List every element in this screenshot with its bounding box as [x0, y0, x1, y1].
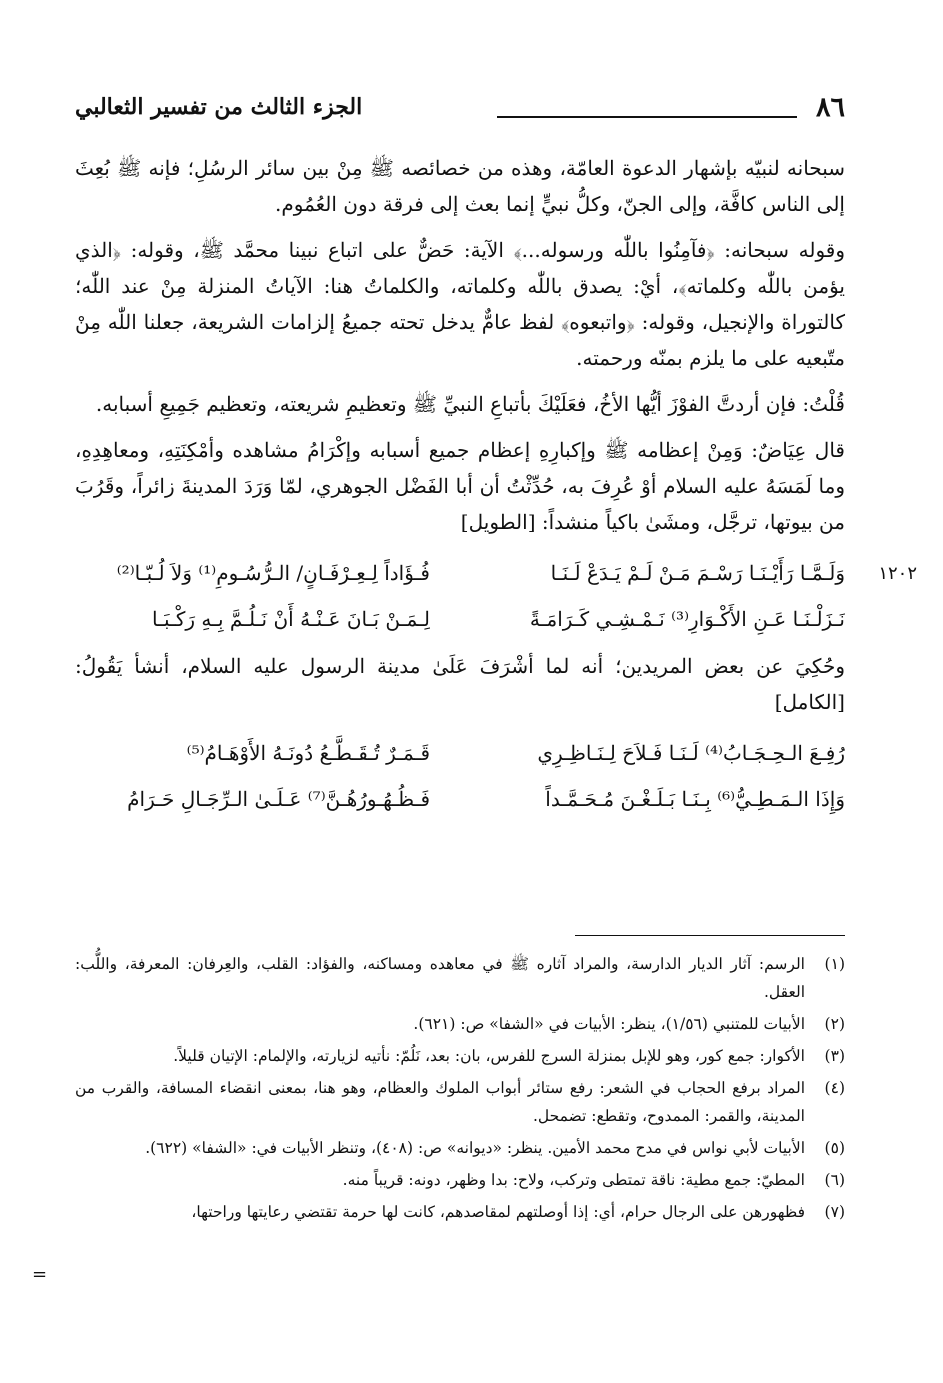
footnote-number: (١)	[824, 955, 845, 973]
footnote	[75, 1134, 845, 1162]
footnote	[75, 1074, 845, 1130]
page-number: ٨٦	[815, 92, 845, 123]
footnote-separator	[575, 935, 845, 936]
footnotes	[75, 950, 845, 1230]
footnote-number: (٥)	[824, 1139, 845, 1157]
hemistich-second: قَـمَـرٌ تُـقَـطَّـعُ دُونَـهُ الأَوْهَـامُ⁽⁵⁾	[186, 741, 430, 765]
footnote-text: المطيّ: جمع مطية: ناقة تمتطى وتركب، ولاح: بدا وظهر، دونه: قريباً منه.	[342, 1171, 805, 1189]
main-text	[75, 150, 917, 822]
footnote-text: فظهورهن على الرجال حرام، أي: إذا أوصلتهم لمقاصدهم، كانت لها حرمة تقتضي رعايتها وراحتها،	[191, 1203, 805, 1221]
paragraph: قال عِيَاضٌ: وَمِنْ إعظامه ﷺ وإكبارِهِ إعظام جميع أسبابه وإكْرَامُ مشاهده وأمْكِنَتِهِ، ومعاهِدِهِ، وما لَمَسَهُ عليه السلام أوْ عُرِفَ به، حُدِّثْتُ أن أبا الفَضْل الجوهري، لمّا وَرَدَ المدينةَ زائراً، وقَرُبَ من بيوتها، ترجَّل، ومشَىٰ باكياً منشداً: [الطويل]	[75, 438, 845, 534]
footnote	[75, 1198, 845, 1226]
page-header	[75, 92, 845, 132]
footnote	[75, 1166, 845, 1194]
footnote-number: (٧)	[824, 1203, 845, 1221]
poem-taweel	[75, 550, 917, 642]
footnote	[75, 1042, 845, 1070]
footnote-number: (٦)	[824, 1171, 845, 1189]
footnote-number: (٣)	[824, 1047, 845, 1065]
hemistich-first: وَإِذَا الـمَـطِـيُّ⁽⁶⁾ بِـنَـا بَـلَـغْـنَ مُـحَـمَّـداً	[545, 787, 845, 811]
hemistich-first: رُفِـعَ الـحِـجَـابُ⁽⁴⁾ لَـنَـا فَـلاَحَ لِـنَـاظِـرِي	[537, 741, 845, 765]
paragraph: وقوله سبحانه: ﴿فآمِنُوا باللّٰه ورسوله...﴾ الآية: حَضٌّ على اتباع نبينا محمَّد ﷺ، وقوله: ﴿الذي يؤمن باللّٰه وكلماته﴾، أيْ: يصدق باللّٰه وكلماته، والكلماتُ هنا: الآياتُ المنزلة مِنْ عند اللّٰه؛ كالتوراة والإنجيل، وقوله: ﴿واتبعوه﴾ لفظ عامٌّ يدخل تحته جميعُ إلزامات الشريعة، جعلنا اللّٰه مِنْ متّبعيه على ما يلزم بمنّه ورحمته.	[75, 238, 845, 370]
verse	[75, 596, 845, 642]
footnote-text: المراد برفع الحجاب في الشعر: رفع ستائر أبواب الملوك والعظام، وهو هنا، بمعنى انقضاء المسافة، والقرب من المدينة، والقمر: الممدوح، وتقطع: تضمحل.	[75, 1079, 805, 1125]
verse	[75, 730, 845, 776]
hemistich-first: وَلَـمَّـا رَأَيْـنَـا رَسْـمَ مَـنْ لَـمْ يَـدَعْ لَـنَـا	[550, 561, 845, 585]
footnote-text: الأبيات للمتنبي (١/٥٦)، ينظر: الأبيات في «الشفا» ص: (٦٢١).	[413, 1015, 805, 1033]
header-rule	[497, 116, 797, 118]
footnote	[75, 1010, 845, 1038]
poem-kamil	[75, 730, 845, 822]
hemistich-second: فُـؤَاداً لِـعِـرْفَـانٍ/ الـرُّسُـومِ⁽¹⁾ وَلاَ لُـبّـا⁽²⁾	[116, 561, 430, 585]
footnote-text: الرسم: آثار الديار الدارسة، والمراد آثاره ﷺ في معاهده ومساكنه، والفؤاد: القلب، والعِرفان: المعرفة، واللُّب: العقل.	[75, 955, 805, 1001]
paragraph: سبحانه لنبيّه بإشهار الدعوة العامّة، وهذه من خصائصه ﷺ مِنْ بين سائر الرسُلِ؛ فإنه ﷺ بُعِثَ إلى الناس كافَّة، وإلى الجنّ، وكلُّ نبيٍّ إنما بعث إلى فرقة دون العُمُوم.	[75, 156, 845, 216]
running-title: الجزء الثالث من تفسير الثعالبي	[75, 94, 363, 120]
footnote-text: الأبيات لأبي نواس في مدح محمد الأمين. ينظر: «ديوانه» ص: (٤٠٨)، وتنظر الأبيات في: «الشفا» (٦٢٢).	[145, 1139, 805, 1157]
verse-number: ١٢٠٢	[878, 563, 917, 584]
hemistich-second: لِـمَـنْ بَـانَ عَـنْـهُ أَنْ نَـلُـمَّ بِـهِ رَكْـبَـا	[152, 607, 430, 631]
verse	[75, 550, 917, 596]
footnote	[75, 950, 845, 1006]
verse	[75, 776, 845, 822]
hemistich-second: فَـظُـهُـورُهُـنَّ⁽⁷⁾ عَـلَـىٰ الـرِّجَـالِ حَـرَامُ	[127, 787, 430, 811]
paragraph: وحُكِيَ عن بعض المريدين؛ أنه لما أشْرَفَ عَلَىٰ مدينة الرسول عليه السلام، أنشأ يَقُولُ: [الكامل]	[75, 654, 845, 714]
footnote-number: (٤)	[824, 1079, 845, 1097]
footnote-text: الأكوار: جمع كور، وهو للإبل بمنزلة السرج للفرس، بان: بعد، نَلُمّ: نأتيه لزيارته، والإلمام: الإتيان قليلاً.	[173, 1047, 805, 1065]
paragraph: قُلْتُ: فإن أردتَّ الفوْزَ أيُّها الأخُ، فعَلَيْكَ بأتباعِ النبيِّ ﷺ وتعظيمِ شريعته، وتعظيم جَمِيعِ أسبابه.	[95, 392, 845, 416]
continuation-mark: =	[32, 1264, 48, 1285]
hemistich-first: نَـزَلْـنَـا عَـنِ الأَكْـوَارِ⁽³⁾ نَـمْـشِـي كَـرَامَـةً	[529, 607, 845, 631]
footnote-number: (٢)	[824, 1015, 845, 1033]
